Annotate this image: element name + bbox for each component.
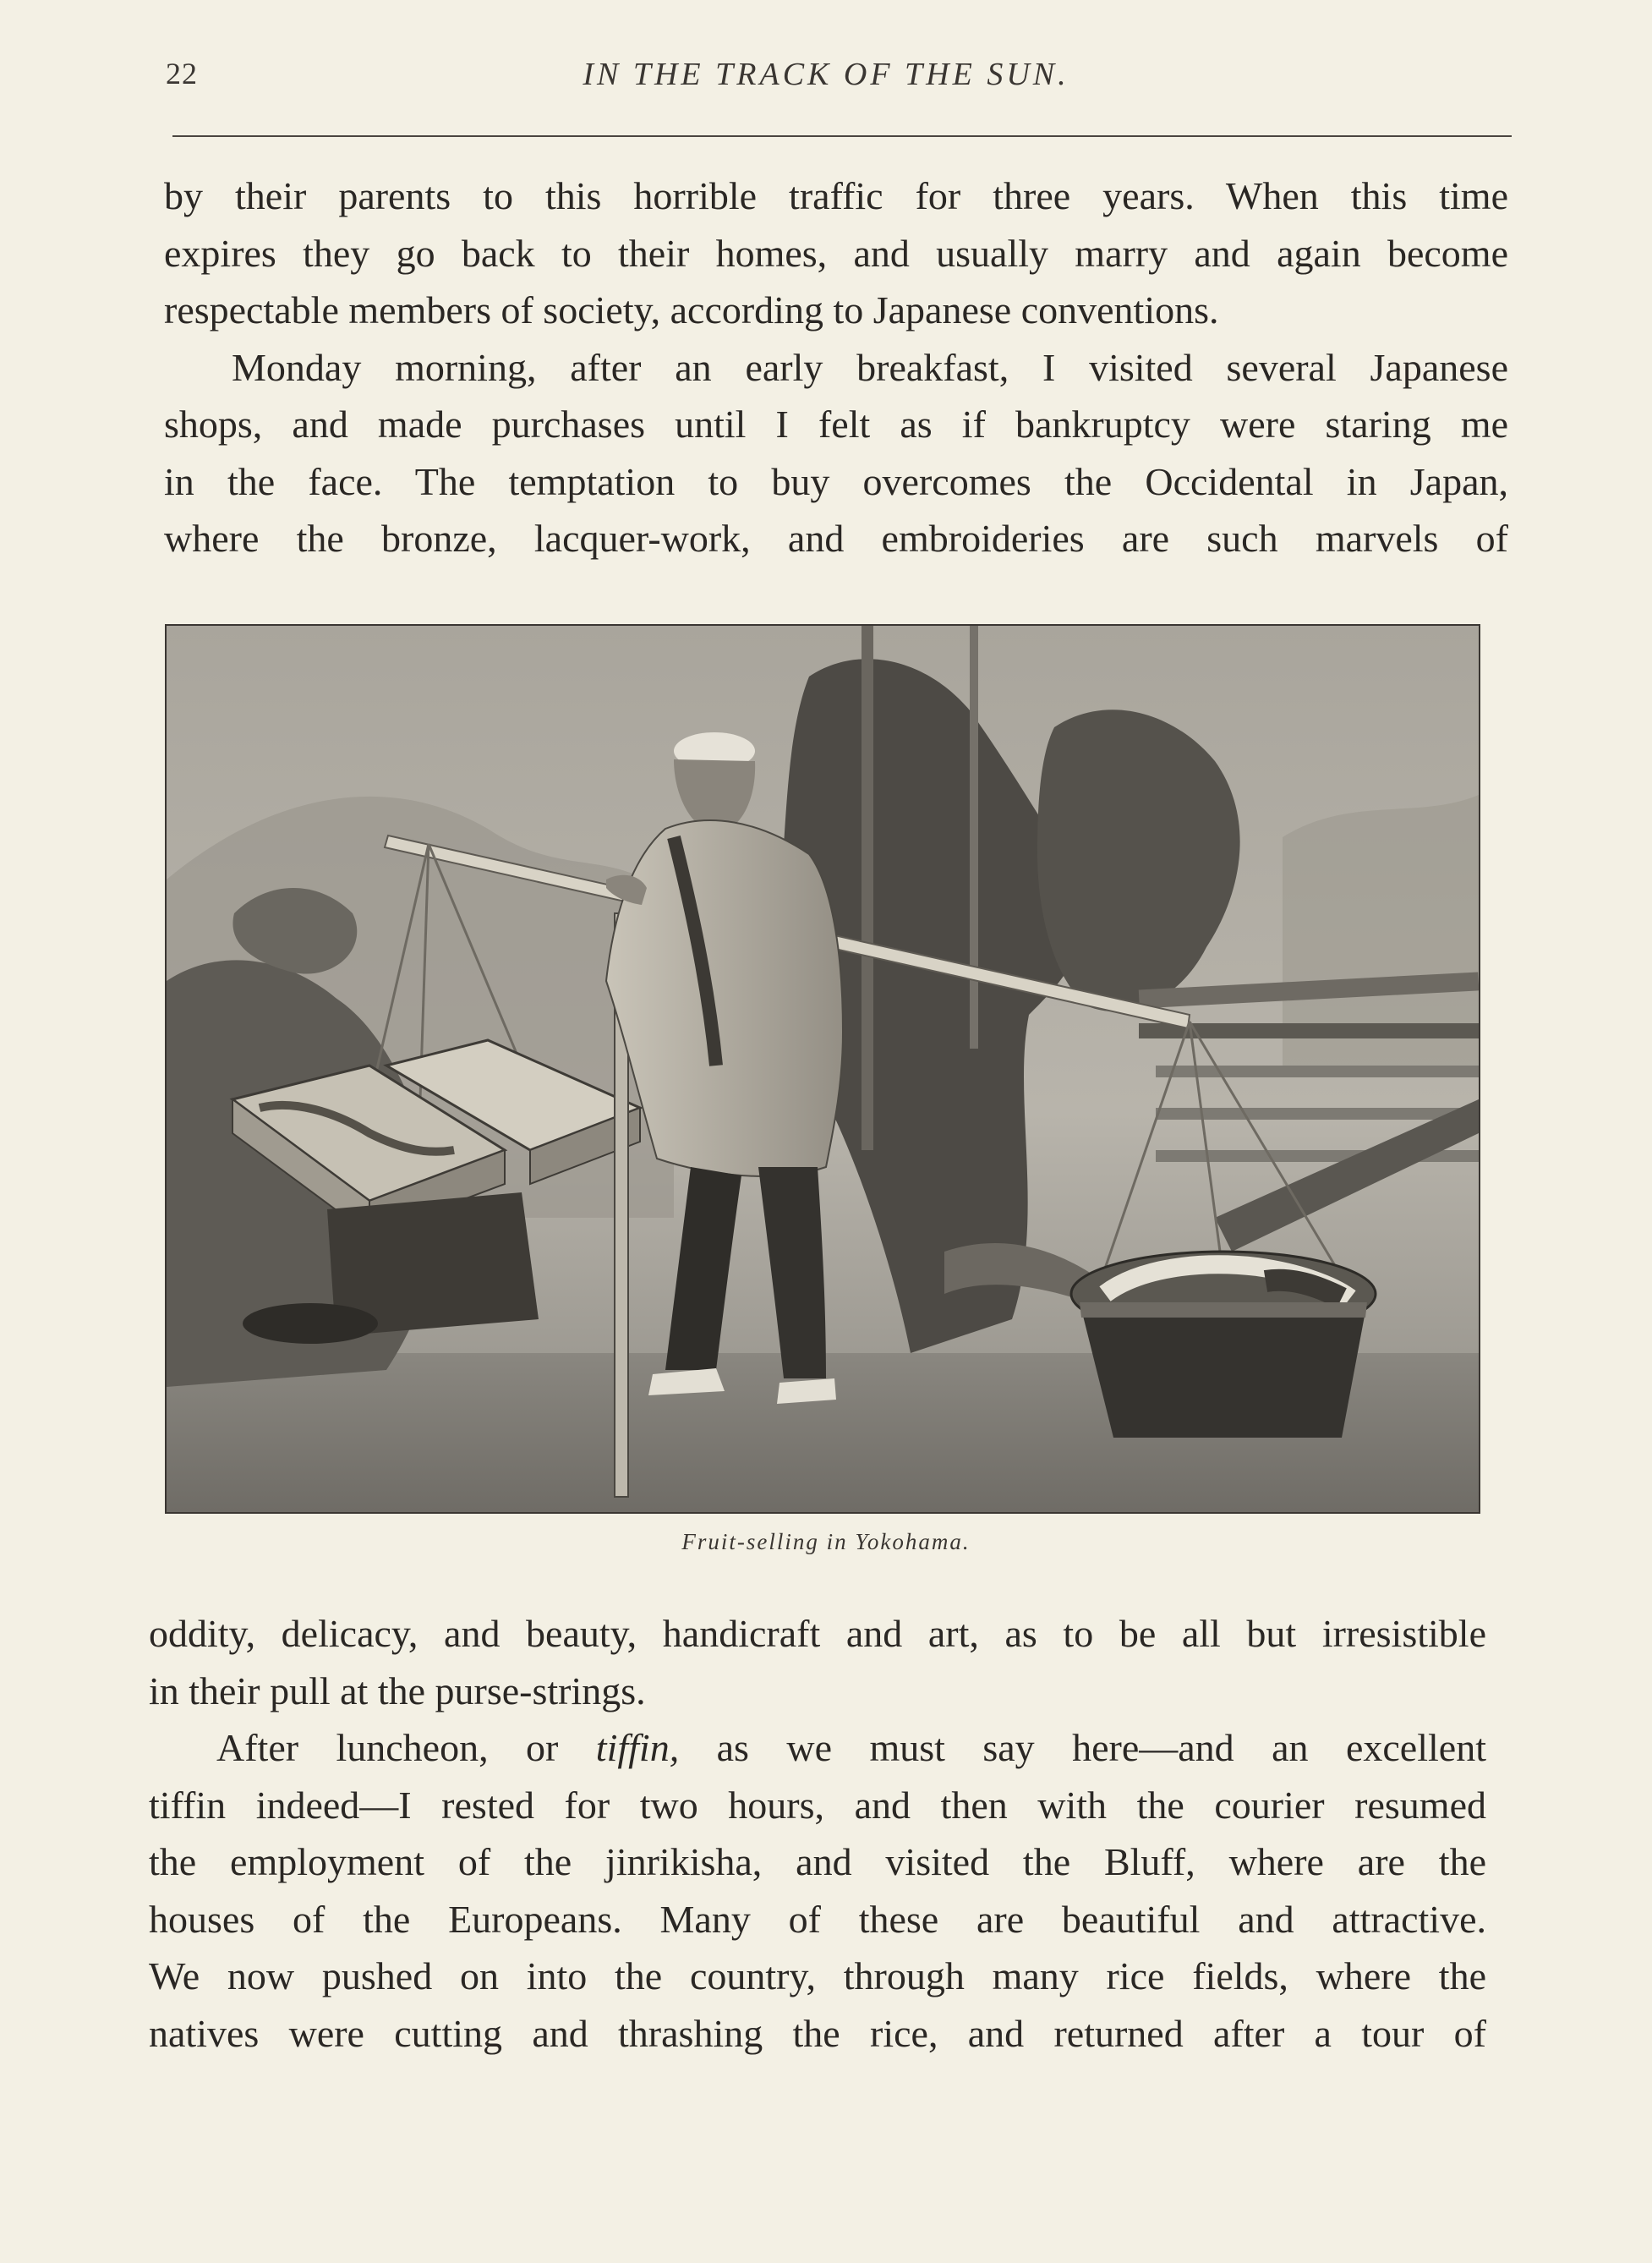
text-block-bottom xyxy=(149,1605,1486,2062)
photo-plate xyxy=(165,624,1480,1514)
text-line: expires they go back to their homes, and usually marry and again become xyxy=(164,231,1508,275)
text-line: by their parents to this horrible traffic for three years. When this time xyxy=(164,174,1508,217)
text-line-tiffin xyxy=(149,1719,1486,1777)
text-line: in the face. The temptation to buy overcomes the Occidental in Japan, xyxy=(164,459,1508,503)
text-line: in their pull at the purse-strings. xyxy=(149,1668,646,1712)
page-number: 22 xyxy=(166,57,198,90)
text-line: where the bronze, lacquer-work, and embroideries are such marvels of xyxy=(164,517,1508,560)
text-line: the employment of the jinrikisha, and visited the Bluff, where are the xyxy=(149,1840,1486,1883)
text-line: We now pushed on into the country, through many rice fields, where the xyxy=(149,1954,1486,1997)
text-line: shops, and made purchases until I felt as if bankruptcy were staring me xyxy=(164,403,1508,446)
running-head: IN THE TRACK OF THE SUN. xyxy=(583,57,1069,92)
text-line: natives were cutting and thrashing the rice, and returned after a tour of xyxy=(149,2011,1486,2055)
text-line: oddity, delicacy, and beauty, handicraft and art, as to be all but irresistible xyxy=(149,1612,1486,1655)
italic-word: tiffin, xyxy=(595,1726,680,1769)
photo-caption: Fruit-selling in Yokohama. xyxy=(681,1529,971,1554)
text-fragment: After luncheon, or xyxy=(216,1726,596,1769)
text-line: houses of the Europeans. Many of these are beautiful and attractive. xyxy=(149,1897,1486,1941)
text-fragment: as we must say here—and an excellent xyxy=(679,1726,1486,1769)
text-line: tiffin indeed—I rested for two hours, and then with the courier resumed xyxy=(149,1783,1486,1827)
text-block-top xyxy=(164,167,1508,567)
text-line: respectable members of society, according to Japanese conventions. xyxy=(164,288,1219,332)
header-rule xyxy=(172,135,1512,137)
fruit-seller-photo xyxy=(167,626,1479,1512)
text-line: Monday morning, after an early breakfast, I visited several Japanese xyxy=(232,345,1508,389)
